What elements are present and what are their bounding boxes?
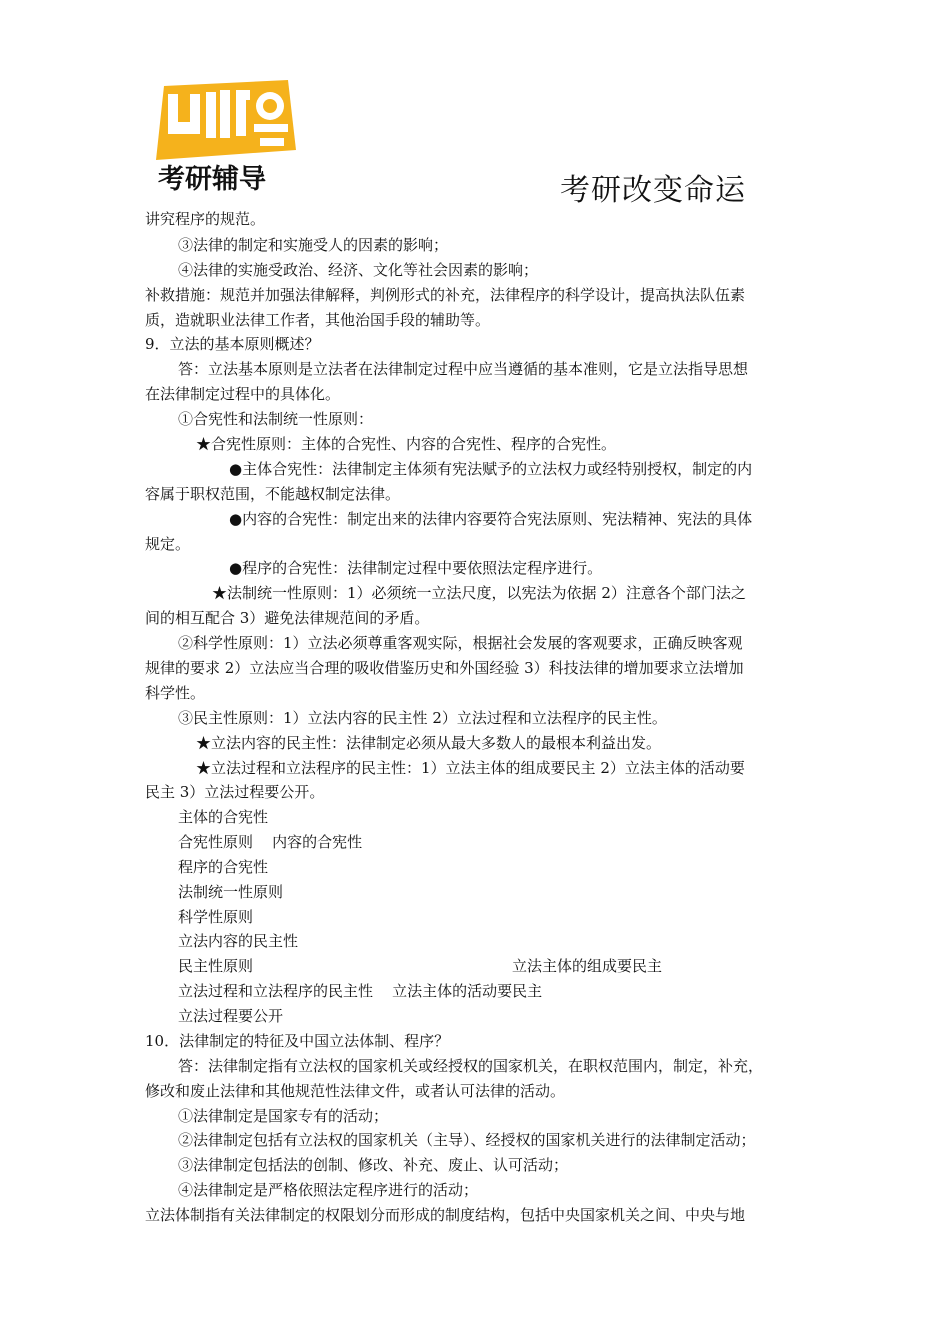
logo-mark <box>156 80 296 160</box>
text-line: ★合宪性原则：主体的合宪性、内容的合宪性、程序的合宪性。 <box>196 435 617 453</box>
text-line: ④法律的实施受政治、经济、文化等社会因素的影响； <box>178 261 539 279</box>
text-line: ★立法内容的民主性：法律制定必须从最大多数人的最根本利益出发。 <box>196 734 662 752</box>
text-line: 讲究程序的规范。 <box>145 210 266 228</box>
text-line: 科学性。 <box>145 684 206 702</box>
text-line: 质，造就职业法律工作者，其他治国手段的辅助等。 <box>145 311 491 329</box>
text-line: 立法体制指有关法律制定的权限划分而形成的制度结构，包括中央国家机关之间、中央与地 <box>145 1206 746 1224</box>
text-line: ●程序的合宪性：法律制定过程中要依照法定程序进行。 <box>229 559 603 577</box>
outline-item: 法制统一性原则 <box>178 883 284 901</box>
text-line: 规定。 <box>145 535 191 553</box>
text-line: ●主体合宪性：法律制定主体须有宪法赋予的立法权力或经特别授权，制定的内 <box>229 460 753 478</box>
outline-item: 民主性原则 <box>178 957 254 975</box>
text-line: ①合宪性和法制统一性原则： <box>178 410 374 428</box>
outline-item: 主体的合宪性 <box>178 808 269 826</box>
slogan: 考研改变命运 <box>560 173 746 208</box>
logo-subtitle: 考研辅导 <box>158 164 266 195</box>
kaicheng-logo <box>150 78 300 198</box>
text-line: 答：立法基本原则是立法者在法律制定过程中应当遵循的基本准则，它是立法指导思想 <box>178 360 749 378</box>
outline-item: 立法内容的民主性 <box>178 932 299 950</box>
text-line: 规律的要求 2）立法应当合理的吸收借鉴历史和外国经验 3）科技法律的增加要求立法增加 <box>145 659 744 677</box>
text-line: 修改和废止法律和其他规范性法律文件，或者认可法律的活动。 <box>145 1082 566 1100</box>
question-heading: 10．法律制定的特征及中国立法体制、程序？ <box>145 1032 450 1050</box>
text-line: ③法律制定包括法的创制、修改、补充、废止、认可活动； <box>178 1156 569 1174</box>
text-line: ③民主性原则：1）立法内容的民主性 2）立法过程和立法程序的民主性。 <box>178 709 667 727</box>
text-line: ●内容的合宪性：制定出来的法律内容要符合宪法原则、宪法精神、宪法的具体 <box>229 510 753 528</box>
outline-item: 立法主体的组成要民主 <box>512 957 663 975</box>
text-line: 补救措施：规范并加强法律解释，判例形式的补充，法律程序的科学设计，提高执法队伍素 <box>145 286 746 304</box>
text-line: ★法制统一性原则：1）必须统一立法尺度，以宪法为依据 2）注意各个部门法之 <box>212 584 746 602</box>
outline-item: 立法过程和立法程序的民主性 立法主体的活动要民主 <box>178 982 543 1000</box>
text-line: 在法律制定过程中的具体化。 <box>145 385 341 403</box>
text-line: ③法律的制定和实施受人的因素的影响； <box>178 236 449 254</box>
text-line: ②科学性原则：1）立法必须尊重客观实际，根据社会发展的客观要求，正确反映客观 <box>178 634 743 652</box>
text-line: ②法律制定包括有立法权的国家机关（主导）、经授权的国家机关进行的法律制定活动； <box>178 1131 756 1149</box>
text-line: 间的相互配合 3）避免法律规范间的矛盾。 <box>145 609 430 627</box>
outline-item: 合宪性原则 内容的合宪性 <box>178 833 363 851</box>
text-line: 民主 3）立法过程要公开。 <box>145 783 325 801</box>
outline-item: 程序的合宪性 <box>178 858 269 876</box>
question-heading: 9．立法的基本原则概述？ <box>145 335 320 353</box>
text-line: 容属于职权范围，不能越权制定法律。 <box>145 485 401 503</box>
text-line: ①法律制定是国家专有的活动； <box>178 1107 389 1125</box>
outline-item: 立法过程要公开 <box>178 1007 284 1025</box>
outline-item: 科学性原则 <box>178 908 254 926</box>
text-line: ④法律制定是严格依照法定程序进行的活动； <box>178 1181 479 1199</box>
text-line: ★立法过程和立法程序的民主性：1）立法主体的组成要民主 2）立法主体的活动要 <box>196 759 745 777</box>
text-line: 答：法律制定指有立法权的国家机关或经授权的国家机关，在职权范围内，制定，补充， <box>178 1057 764 1075</box>
